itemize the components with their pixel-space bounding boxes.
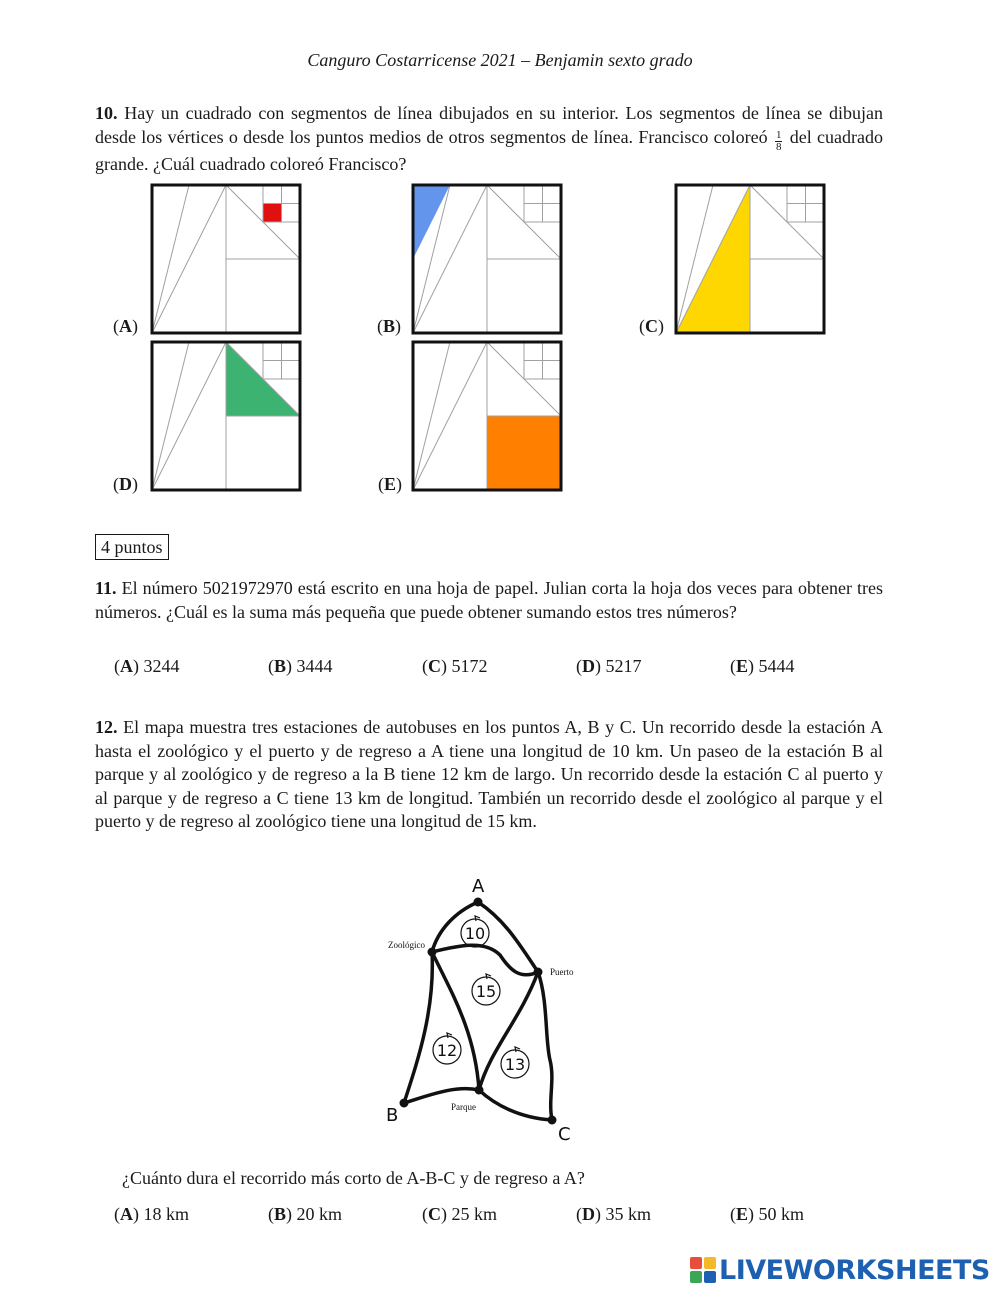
figure-lines (152, 342, 300, 490)
port-label: Puerto (550, 967, 574, 977)
shaded-region (263, 204, 282, 223)
logo-square (690, 1257, 702, 1269)
station-c-dot (548, 1116, 557, 1125)
option-c-label: (C) (639, 316, 664, 336)
option-a-label: (A) (113, 316, 138, 336)
question-text: El mapa muestra tres estaciones de autobuses en los puntos A, B y C. Un recorrido desde la estación A hasta el zoológico y el puerto y de regreso a A tiene una longitud de 10 km. Un paseo de la estación B al parque y al zoológico y de regreso a la B tiene 12 km de largo. Un recorrido desde la estación C al puerto y al parque y de regreso a C tiene 13 km de longitud. También un recorrido desde el zoológico al parque y el puerto y de regreso al zoológico tiene una longitud de 15 km. (95, 717, 884, 831)
loop-10-label: 10 (464, 924, 486, 943)
station-a-label: A (472, 876, 485, 897)
port-dot (534, 968, 543, 977)
question-11 (95, 577, 883, 624)
option-e-label: (E) (378, 474, 403, 494)
park-dot (475, 1086, 484, 1095)
figure-option-b[interactable] (413, 185, 561, 333)
logo-square (704, 1271, 716, 1283)
question-text: Hay un cuadrado con segmentos de línea dibujados en su interior. Los segmentos de línea se dibujan desde los vértices o desde los puntos medios de otros segmentos de línea. Francisco coloreó (95, 103, 883, 147)
fraction-denominator: 8 (775, 140, 782, 153)
figure-option-c[interactable] (676, 185, 824, 333)
question-12 (95, 716, 883, 834)
answer-option[interactable]: (B) 20 km (268, 1204, 343, 1224)
logo-square (690, 1271, 702, 1283)
figure-option-a[interactable] (152, 185, 300, 333)
figure-option-e[interactable] (413, 342, 561, 490)
road-park-c (479, 1090, 552, 1120)
question-text: El número 5021972970 está escrito en una hoja de papel. Julian corta la hoja dos veces para obtener tres números. ¿Cuál es la suma más pequeña que puede obtener sumando estos tres números? (95, 578, 884, 622)
zoo-dot (428, 948, 437, 957)
road-a-port (478, 902, 538, 972)
road-b-park (404, 1089, 479, 1103)
shaded-region (487, 416, 561, 490)
question-number: 11. (95, 578, 117, 598)
answer-option[interactable]: (E) 50 km (730, 1204, 805, 1224)
zoo-label: Zoológico (388, 940, 425, 950)
loop-12-label: 12 (436, 1041, 458, 1060)
loop-15-label: 15 (475, 982, 497, 1001)
option-b-label: (B) (377, 316, 402, 336)
road-port-c (538, 972, 552, 1120)
answer-option[interactable]: (A) 3244 (114, 656, 180, 676)
q12-question: ¿Cuánto dura el recorrido más corto de A-B-C y de regreso a A? (122, 1168, 585, 1188)
station-b-label: B (386, 1105, 399, 1126)
shaded-region (413, 185, 450, 259)
station-b-dot (400, 1099, 409, 1108)
option-d-label: (D) (113, 474, 138, 494)
figure-option-d[interactable] (152, 342, 300, 490)
question-number: 10. (95, 103, 118, 123)
page-header: Canguro Costarricense 2021 – Benjamin sexto grado (307, 50, 693, 70)
station-a-dot (474, 898, 483, 907)
answer-option[interactable]: (E) 5444 (730, 656, 795, 676)
logo-mark-icon (690, 1257, 716, 1283)
answer-option[interactable]: (B) 3444 (268, 656, 333, 676)
logo-square (704, 1257, 716, 1269)
fraction-numerator: 1 (775, 128, 782, 141)
logo-text: LIVEWORKSHEETS (719, 1254, 990, 1286)
points-badge: 4 puntos (95, 534, 169, 560)
road-zoo-b (404, 952, 432, 1103)
station-c-label: C (558, 1124, 571, 1145)
answer-option[interactable]: (A) 18 km (114, 1204, 190, 1224)
road-zoo-park (432, 952, 479, 1090)
question-number: 12. (95, 717, 118, 737)
answer-option[interactable]: (D) 5217 (576, 656, 642, 676)
park-label: Parque (451, 1102, 476, 1112)
answer-option[interactable]: (D) 35 km (576, 1204, 652, 1224)
answer-option[interactable]: (C) 25 km (422, 1204, 498, 1224)
liveworksheets-logo (690, 1254, 990, 1286)
loop-13-label: 13 (504, 1055, 526, 1074)
question-text-continued: del cuadrado grande. ¿Cuál cuadrado coloreó Francisco? (95, 126, 884, 174)
answer-option[interactable]: (C) 5172 (422, 656, 488, 676)
